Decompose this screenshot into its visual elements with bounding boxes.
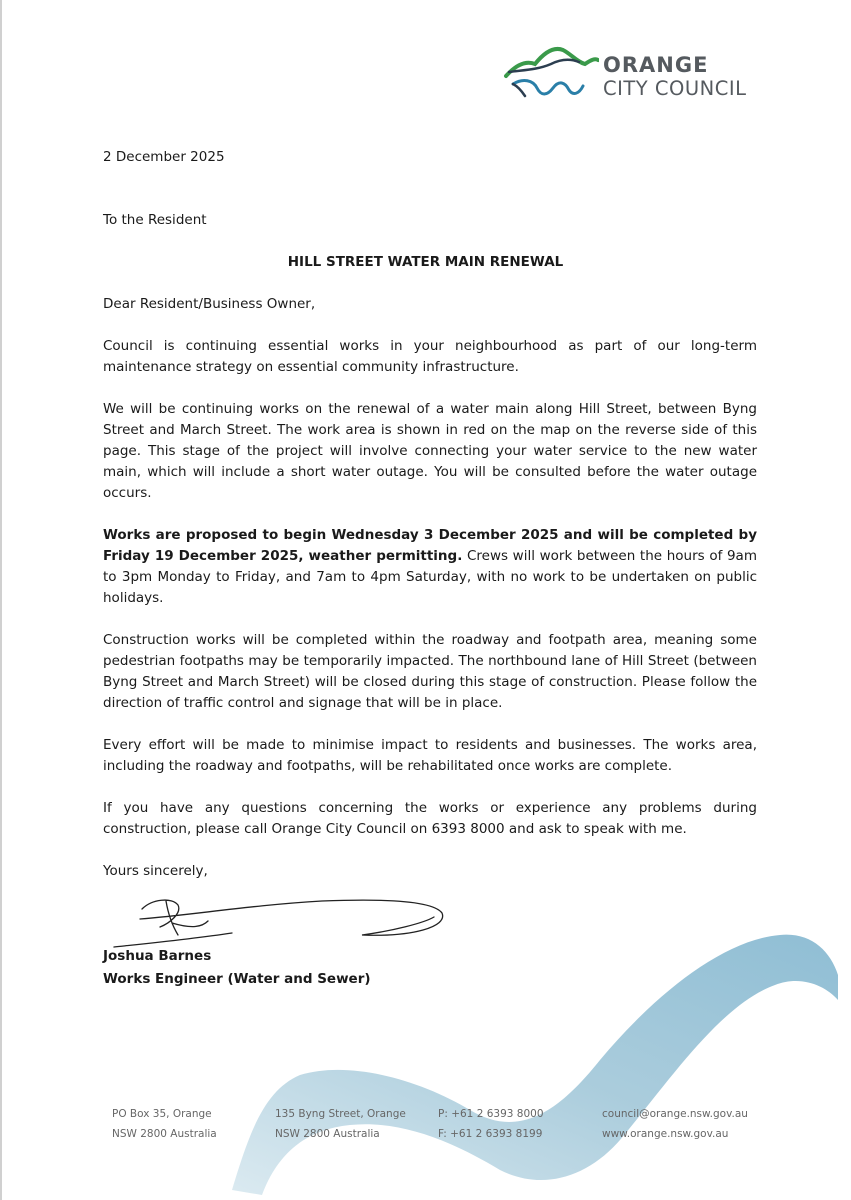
footer-postal-line2: NSW 2800 Australia xyxy=(112,1128,217,1140)
paragraph-construction: Construction works will be completed within the roadway and footpath area, meaning some pedestrian footpaths may be temporarily impacted. The northbound lane of Hill Street (between Byng Street and March Street) will be closed during this stage of construction. Please follow the direction of traffic control and signage that will be in place. xyxy=(103,632,757,711)
paragraph-schedule xyxy=(103,525,757,609)
footer-phone: P: +61 2 6393 8000 xyxy=(438,1108,544,1120)
footer-street-address xyxy=(275,1104,406,1144)
salutation: Dear Resident/Business Owner, xyxy=(103,296,316,312)
signer-name: Joshua Barnes xyxy=(103,948,212,964)
closing: Yours sincerely, xyxy=(103,863,208,879)
paragraph-contact: If you have any questions concerning the works or experience any problems during construction, please call Orange City Council on 6393 8000 and ask to speak with me. xyxy=(103,800,757,837)
recipient-line: To the Resident xyxy=(103,212,207,228)
logo-text-city-council: CITY COUNCIL xyxy=(603,77,747,100)
paragraph-intro: Council is continuing essential works in your neighbourhood as part of our long-term maintenance strategy on essential community infrastructure. xyxy=(103,338,757,375)
letter-heading: HILL STREET WATER MAIN RENEWAL xyxy=(287,254,564,270)
footer-postal-line1: PO Box 35, Orange xyxy=(112,1108,212,1120)
footer-website-link[interactable]: www.orange.nsw.gov.au xyxy=(602,1128,729,1140)
schedule-bold-text: Works are proposed to begin Wednesday 3 December 2025 and will be completed by Friday 19 December 2025, weather permitting. xyxy=(103,527,757,564)
footer-street-line2: NSW 2800 Australia xyxy=(275,1128,380,1140)
footer-postal-address xyxy=(112,1104,217,1144)
footer-online xyxy=(602,1104,748,1144)
logo-hills-river-icon xyxy=(503,40,599,112)
paragraph-works-description: We will be continuing works on the renewal of a water main along Hill Street, between Byng Street and March Street. The work area is shown in red on the map on the reverse side of this page. This stage of the project will involve connecting your water service to the new water main, which will include a short water outage. You will be consulted before the water outage occurs. xyxy=(103,401,757,501)
footer-phone-fax xyxy=(438,1104,544,1144)
council-logo xyxy=(503,40,793,112)
logo-text-orange: ORANGE xyxy=(603,53,709,77)
letter-date: 2 December 2025 xyxy=(103,149,225,165)
signer-title: Works Engineer (Water and Sewer) xyxy=(103,971,371,987)
schedule-rest-text: Crews will work between the hours of 9am to 3pm Monday to Friday, and 7am to 4pm Saturday, with no work to be undertaken on public holidays. xyxy=(103,548,757,606)
signature xyxy=(112,887,452,951)
footer-email-link[interactable]: council@orange.nsw.gov.au xyxy=(602,1108,748,1120)
footer-street-line1: 135 Byng Street, Orange xyxy=(275,1108,406,1120)
paragraph-impact: Every effort will be made to minimise impact to residents and businesses. The works area, including the roadway and footpaths, will be rehabilitated once works are complete. xyxy=(103,737,757,774)
footer-fax: F: +61 2 6393 8199 xyxy=(438,1128,543,1140)
